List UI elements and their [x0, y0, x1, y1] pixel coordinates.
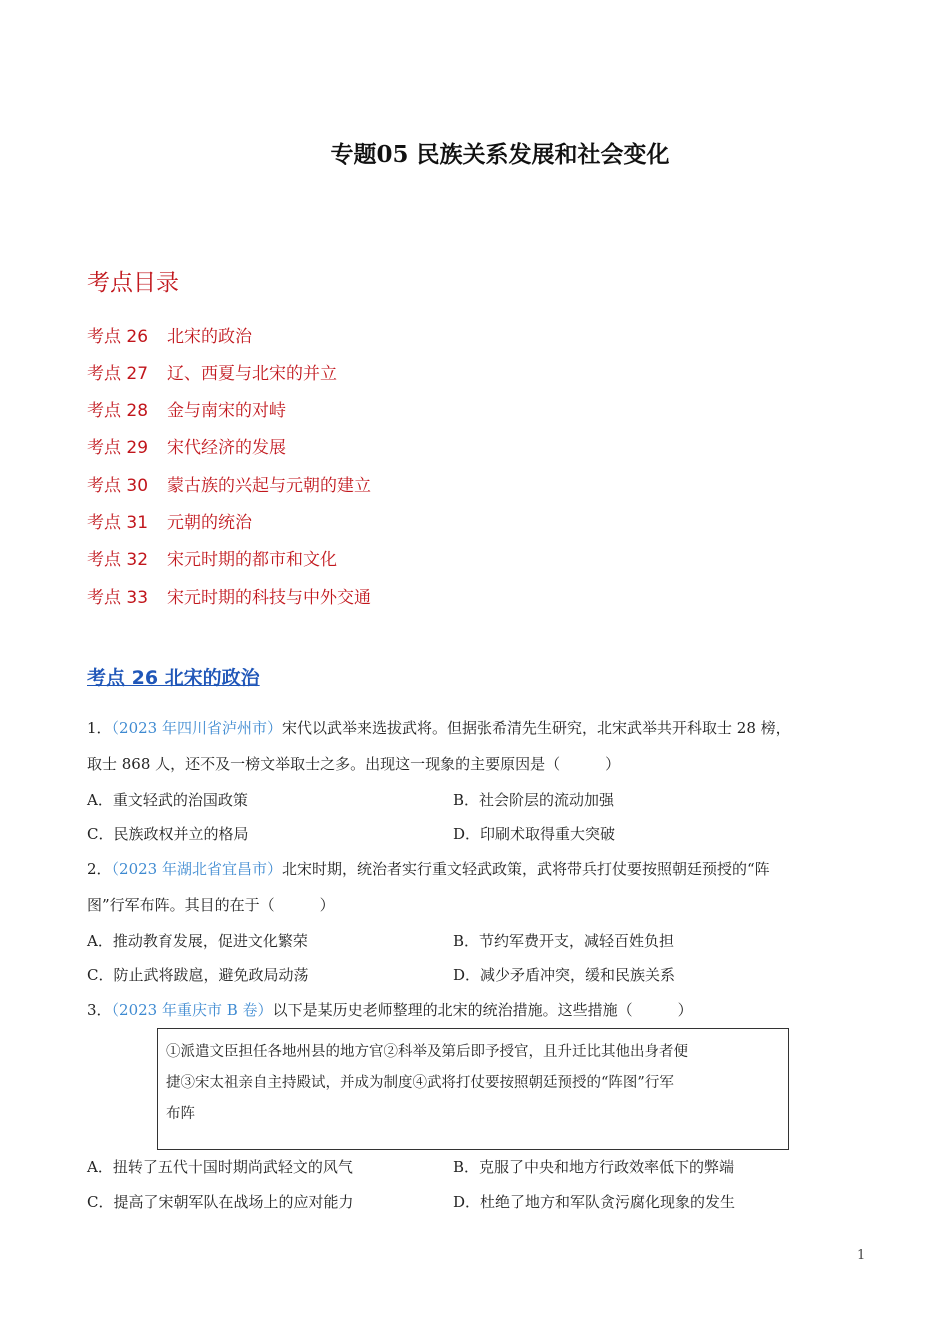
question-source: （2023 年重庆市 B 卷） [111, 1001, 273, 1019]
toc-item-label: 元朝的统治 [167, 513, 252, 533]
option-d[interactable]: D．印刷术取得重大突破 [453, 825, 616, 843]
question-number: 2． [87, 860, 112, 878]
toc-item-label: 金与南宋的对峙 [167, 401, 286, 421]
measures-line: 捷③宋太祖亲自主持殿试，并成为制度④武将打仗要按照朝廷预授的“阵图”行军 [166, 1075, 674, 1091]
option-d[interactable]: D．杜绝了地方和军队贪污腐化现象的发生 [453, 1193, 736, 1211]
toc-item-num: 考点 32 [87, 550, 149, 570]
toc-item[interactable] [87, 359, 337, 384]
toc-item-num: 考点 31 [87, 513, 149, 533]
measures-line: 布阵 [166, 1106, 195, 1122]
toc-item-num: 考点 33 [87, 588, 149, 608]
question-1-line1 [87, 717, 791, 738]
toc-heading: 考点目录 [87, 270, 179, 296]
question-source: （2023 年四川省泸州市） [111, 719, 282, 737]
option-b[interactable]: B．节约军费开支，减轻百姓负担 [453, 932, 675, 950]
toc-item[interactable] [87, 508, 252, 533]
toc-item-label: 辽、西夏与北宋的并立 [167, 364, 337, 384]
toc-item-num: 考点 28 [87, 401, 149, 421]
page-number: 1 [857, 1248, 866, 1263]
question-2-line1 [87, 858, 770, 879]
toc-item-label: 宋元时期的科技与中外交通 [167, 588, 371, 608]
toc-item[interactable] [87, 433, 286, 458]
toc-item-label: 蒙古族的兴起与元朝的建立 [167, 476, 371, 496]
option-c[interactable]: C．防止武将跋扈，避免政局动荡 [87, 966, 309, 984]
question-3-line1 [87, 999, 693, 1020]
option-b[interactable]: B．社会阶层的流动加强 [453, 791, 615, 809]
option-d[interactable]: D．减少矛盾冲突，缓和民族关系 [453, 966, 676, 984]
section-heading[interactable]: 考点 26 北宋的政治 [87, 667, 260, 689]
question-2-line2: 图”行军布阵。其目的在于（ ） [87, 896, 335, 914]
measures-box [157, 1028, 789, 1150]
option-c[interactable]: C．提高了宋朝军队在战场上的应对能力 [87, 1193, 354, 1211]
toc-item[interactable] [87, 471, 371, 496]
toc-item-num: 考点 26 [87, 327, 149, 347]
option-a[interactable]: A．推动教育发展，促进文化繁荣 [87, 932, 308, 950]
question-1-line2: 取士 868 人，还不及一榜文举取士之多。出现这一现象的主要原因是（ ） [87, 755, 621, 773]
toc-item-num: 考点 27 [87, 364, 149, 384]
toc-item[interactable] [87, 545, 337, 570]
toc-item-label: 北宋的政治 [167, 327, 252, 347]
toc-item[interactable] [87, 396, 286, 421]
question-number: 1． [87, 719, 112, 737]
question-number: 3． [87, 1001, 112, 1019]
option-a[interactable]: A．重文轻武的治国政策 [87, 791, 248, 809]
option-b[interactable]: B．克服了中央和地方行政效率低下的弊端 [453, 1158, 735, 1176]
toc-item[interactable] [87, 583, 371, 608]
toc-item[interactable] [87, 322, 252, 347]
question-text: 宋代以武举来选拔武将。但据张希清先生研究，北宋武举共开科取士 28 榜， [282, 719, 791, 737]
toc-item-label: 宋元时期的都市和文化 [167, 550, 337, 570]
toc-item-num: 考点 29 [87, 438, 149, 458]
option-a[interactable]: A．扭转了五代十国时期尚武轻文的风气 [87, 1158, 353, 1176]
question-text: 北宋时期，统治者实行重文轻武政策，武将带兵打仗要按照朝廷预授的“阵 [282, 860, 770, 878]
toc-item-label: 宋代经济的发展 [167, 438, 286, 458]
toc-item-num: 考点 30 [87, 476, 149, 496]
page-title: 专题05 民族关系发展和社会变化 [330, 141, 670, 168]
measures-line: ①派遣文臣担任各地州县的地方官②科举及第后即予授官，且升迁比其他出身者便 [166, 1044, 688, 1060]
question-source: （2023 年湖北省宜昌市） [111, 860, 282, 878]
option-c[interactable]: C．民族政权并立的格局 [87, 825, 249, 843]
question-text: 以下是某历史老师整理的北宋的统治措施。这些措施（ ） [272, 1001, 693, 1019]
